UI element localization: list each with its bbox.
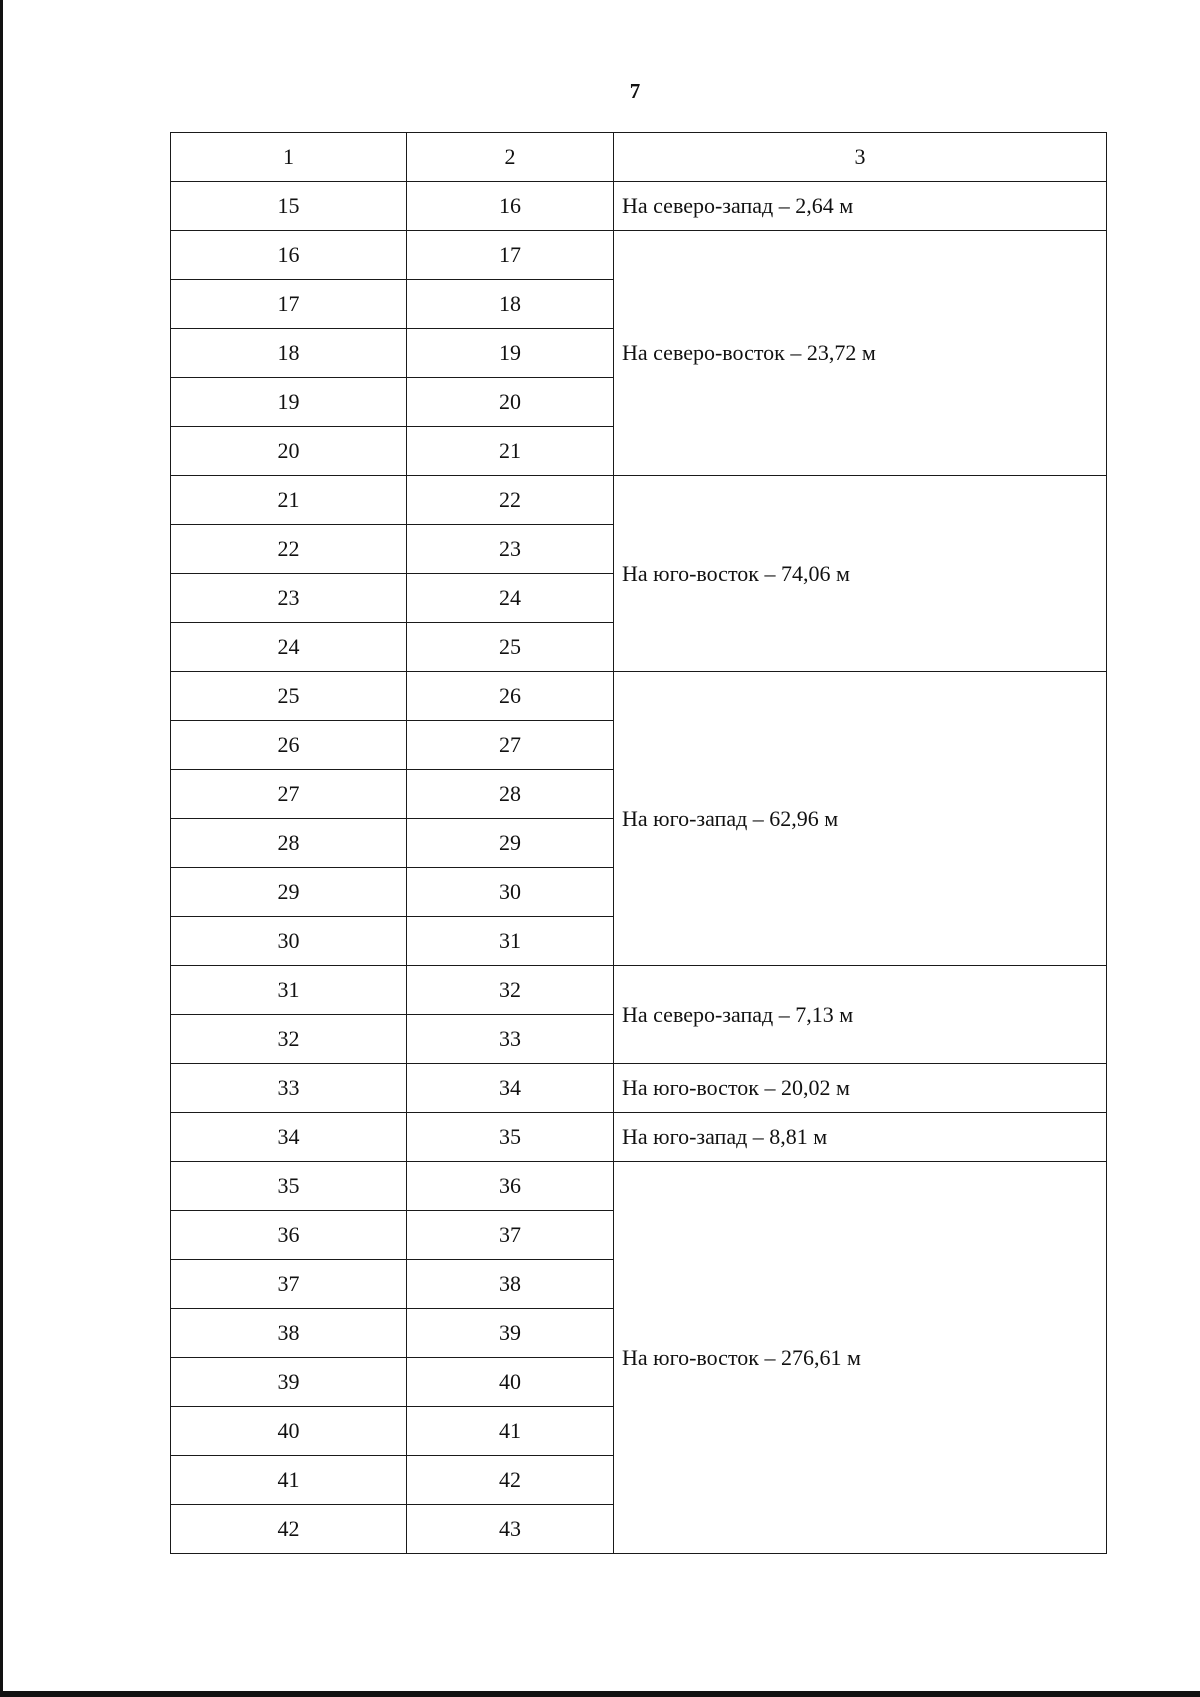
start-point-cell: 38 xyxy=(171,1309,407,1358)
end-point-cell: 23 xyxy=(407,525,614,574)
end-point-cell: 43 xyxy=(407,1505,614,1554)
table-body xyxy=(171,133,1107,1554)
start-point-cell: 39 xyxy=(171,1358,407,1407)
start-point-cell: 16 xyxy=(171,231,407,280)
start-point-cell: 36 xyxy=(171,1211,407,1260)
table-row xyxy=(171,1162,1107,1211)
column-header-1: 1 xyxy=(171,133,407,182)
start-point-cell: 40 xyxy=(171,1407,407,1456)
table-row xyxy=(171,476,1107,525)
start-point-cell: 21 xyxy=(171,476,407,525)
start-point-cell: 30 xyxy=(171,917,407,966)
table-row xyxy=(171,182,1107,231)
end-point-cell: 27 xyxy=(407,721,614,770)
scan-edge-left xyxy=(0,0,3,1697)
end-point-cell: 34 xyxy=(407,1064,614,1113)
start-point-cell: 35 xyxy=(171,1162,407,1211)
start-point-cell: 31 xyxy=(171,966,407,1015)
end-point-cell: 35 xyxy=(407,1113,614,1162)
start-point-cell: 42 xyxy=(171,1505,407,1554)
column-header-2: 2 xyxy=(407,133,614,182)
start-point-cell: 27 xyxy=(171,770,407,819)
end-point-cell: 19 xyxy=(407,329,614,378)
start-point-cell: 28 xyxy=(171,819,407,868)
table-header-row xyxy=(171,133,1107,182)
start-point-cell: 33 xyxy=(171,1064,407,1113)
table-row xyxy=(171,672,1107,721)
start-point-cell: 37 xyxy=(171,1260,407,1309)
end-point-cell: 26 xyxy=(407,672,614,721)
end-point-cell: 31 xyxy=(407,917,614,966)
start-point-cell: 24 xyxy=(171,623,407,672)
start-point-cell: 29 xyxy=(171,868,407,917)
end-point-cell: 20 xyxy=(407,378,614,427)
end-point-cell: 36 xyxy=(407,1162,614,1211)
end-point-cell: 24 xyxy=(407,574,614,623)
end-point-cell: 38 xyxy=(407,1260,614,1309)
direction-distance-cell: На юго-восток – 74,06 м xyxy=(614,476,1107,672)
start-point-cell: 17 xyxy=(171,280,407,329)
end-point-cell: 40 xyxy=(407,1358,614,1407)
direction-distance-cell: На северо-запад – 7,13 м xyxy=(614,966,1107,1064)
page-number: 7 xyxy=(629,79,641,103)
direction-distance-cell: На юго-запад – 8,81 м xyxy=(614,1113,1107,1162)
boundary-table xyxy=(170,132,1107,1554)
start-point-cell: 20 xyxy=(171,427,407,476)
start-point-cell: 18 xyxy=(171,329,407,378)
end-point-cell: 39 xyxy=(407,1309,614,1358)
end-point-cell: 22 xyxy=(407,476,614,525)
start-point-cell: 15 xyxy=(171,182,407,231)
end-point-cell: 25 xyxy=(407,623,614,672)
start-point-cell: 25 xyxy=(171,672,407,721)
direction-distance-cell: На юго-восток – 276,61 м xyxy=(614,1162,1107,1554)
end-point-cell: 18 xyxy=(407,280,614,329)
end-point-cell: 30 xyxy=(407,868,614,917)
direction-distance-cell: На северо-запад – 2,64 м xyxy=(614,182,1107,231)
column-header-3: 3 xyxy=(614,133,1107,182)
start-point-cell: 41 xyxy=(171,1456,407,1505)
end-point-cell: 33 xyxy=(407,1015,614,1064)
direction-distance-cell: На северо-восток – 23,72 м xyxy=(614,231,1107,476)
end-point-cell: 42 xyxy=(407,1456,614,1505)
table-row xyxy=(171,1064,1107,1113)
direction-distance-cell: На юго-запад – 62,96 м xyxy=(614,672,1107,966)
start-point-cell: 19 xyxy=(171,378,407,427)
start-point-cell: 26 xyxy=(171,721,407,770)
table-row xyxy=(171,231,1107,280)
table-row xyxy=(171,966,1107,1015)
start-point-cell: 22 xyxy=(171,525,407,574)
scan-edge-bottom xyxy=(0,1691,1200,1697)
end-point-cell: 41 xyxy=(407,1407,614,1456)
end-point-cell: 37 xyxy=(407,1211,614,1260)
start-point-cell: 32 xyxy=(171,1015,407,1064)
start-point-cell: 23 xyxy=(171,574,407,623)
direction-distance-cell: На юго-восток – 20,02 м xyxy=(614,1064,1107,1113)
end-point-cell: 32 xyxy=(407,966,614,1015)
start-point-cell: 34 xyxy=(171,1113,407,1162)
end-point-cell: 21 xyxy=(407,427,614,476)
end-point-cell: 29 xyxy=(407,819,614,868)
table-row xyxy=(171,1113,1107,1162)
end-point-cell: 16 xyxy=(407,182,614,231)
end-point-cell: 17 xyxy=(407,231,614,280)
end-point-cell: 28 xyxy=(407,770,614,819)
